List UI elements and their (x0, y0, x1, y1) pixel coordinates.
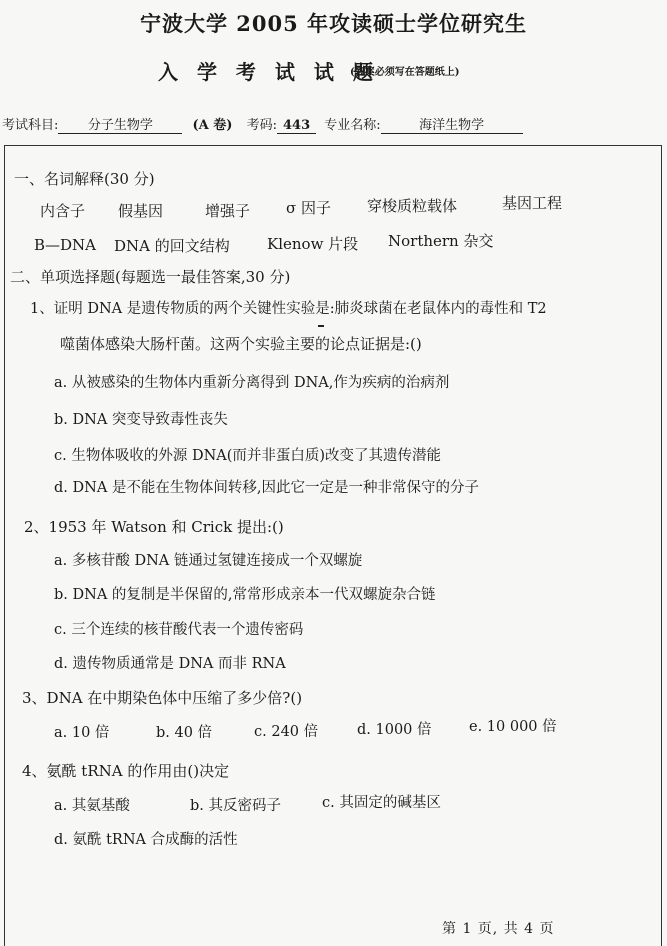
exam-title: 宁波大学 2005 年攻读硕士学位研究生 (139, 11, 528, 36)
term-dna-palindrome: DNA 的回文结构 (114, 237, 230, 255)
q1-stem-line1: 1、证明 DNA 是遗传物质的两个关键性实验是:肺炎球菌在老鼠体内的毒性和 T2 (30, 301, 547, 317)
q4-option-b: b. 其反密码子 (190, 798, 281, 814)
exam-info-line (2, 114, 523, 134)
term-b-dna: B—DNA (34, 236, 97, 254)
term-klenow: Klenow 片段 (267, 235, 359, 253)
answer-instruction-note: (答案必须写在答题纸上) (350, 67, 460, 78)
term-pseudogene: 假基因 (118, 202, 164, 220)
q1-option-d: d. DNA 是不能在生物体间转移,因此它一定是一种非常保守的分子 (54, 480, 480, 496)
code-label: 考码: (246, 118, 277, 133)
q2-option-a: a. 多核苷酸 DNA 链通过氢键连接成一个双螺旋 (54, 553, 363, 569)
q4-option-a: a. 其氨基酸 (54, 798, 130, 814)
q4-option-d: d. 氨酰 tRNA 合成酶的活性 (54, 832, 238, 848)
q2-option-c: c. 三个连续的核苷酸代表一个遗传密码 (54, 622, 304, 638)
q2-option-d: d. 遗传物质通常是 DNA 而非 RNA (54, 656, 286, 672)
term-northern: Northern 杂交 (388, 232, 494, 250)
major-label: 专业名称: (324, 118, 381, 133)
q4-option-c: c. 其固定的碱基区 (322, 795, 441, 811)
section-2-heading: 二、单项选择题(每题选一最佳答案,30 分) (10, 268, 291, 286)
major-value: 海洋生物学 (381, 114, 523, 134)
code-value: 443 (277, 118, 316, 134)
ink-mark (318, 325, 324, 327)
subject-label: 考试科目: (2, 118, 59, 133)
q1-option-b: b. DNA 突变导致毒性丧失 (54, 412, 228, 428)
paper-version: (A 卷) (192, 118, 233, 133)
term-genetic-engineering: 基因工程 (502, 194, 563, 212)
term-sigma-factor: σ 因子 (286, 199, 332, 217)
exam-subtitle: 入 学 考 试 试 题 (158, 60, 379, 84)
term-intron: 内含子 (40, 202, 86, 220)
q2-stem: 2、1953 年 Watson 和 Crick 提出:() (24, 518, 284, 536)
q1-option-a: a. 从被感染的生物体内重新分离得到 DNA,作为疾病的治病剂 (54, 375, 450, 391)
q3-option-e: e. 10 000 倍 (469, 719, 557, 735)
q1-stem-line2: 噬菌体感染大肠杆菌。这两个实验主要的论点证据是:() (60, 335, 422, 353)
q2-option-b: b. DNA 的复制是半保留的,常常形成亲本一代双螺旋杂合链 (54, 587, 436, 603)
section-1-heading: 一、名词解释(30 分) (14, 170, 155, 188)
term-enhancer: 增强子 (205, 202, 251, 220)
q3-option-c: c. 240 倍 (254, 724, 319, 740)
q3-option-a: a. 10 倍 (54, 725, 110, 741)
q4-stem: 4、氨酰 tRNA 的作用由()决定 (22, 762, 230, 780)
page-number: 第 1 页, 共 4 页 (442, 921, 555, 937)
q3-option-d: d. 1000 倍 (357, 722, 432, 738)
q3-stem: 3、DNA 在中期染色体中压缩了多少倍?() (22, 689, 303, 707)
subject-value: 分子生物学 (58, 114, 182, 134)
q3-option-b: b. 40 倍 (156, 725, 213, 741)
term-shuttle-plasmid: 穿梭质粒载体 (367, 197, 458, 215)
q1-option-c: c. 生物体吸收的外源 DNA(而并非蛋白质)改变了其遗传潜能 (54, 448, 442, 464)
